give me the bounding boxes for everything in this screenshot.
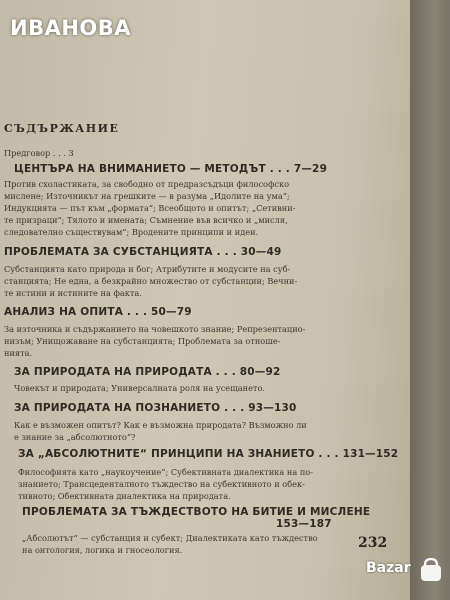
toc-chapter-summary: Философията като „наукоучение“; Субективната диалектика на по-: [18, 467, 313, 477]
toc-chapter-summary: тивното; Обективната диалектика на природата.: [18, 491, 231, 501]
toc-chapter-summary: те призраци“; Тялото и имената; Съмнение във всичко и „мисля,: [4, 215, 288, 225]
toc-chapter-summary: станцията; Не една, а безкрайно множество от субстанции; Вечни-: [4, 276, 298, 286]
toc-preface: Предговор . . . 3: [4, 148, 74, 158]
toc-chapter-pages: 153—187: [276, 518, 332, 530]
toc-chapter-summary: Човекът и природата; Универсалната роля на усещането.: [14, 383, 265, 393]
toc-chapter-summary: знанието; Трансцеденталното тъждество на субективното и обек-: [18, 479, 305, 489]
toc-chapter-summary: „Абсолютът“ — субстанция и субект; Диалектиката като тъждество: [22, 533, 318, 543]
toc-chapter-heading: ЗА „АБСОЛЮТНИТЕ“ ПРИНЦИПИ НА ЗНАНИЕТО . . . 131—152: [18, 448, 399, 460]
toc-chapter-summary: Как е възможен опитът? Как е възможна природата? Възможно ли: [14, 420, 307, 430]
toc-chapter-summary: Субстанцията като природа и бог; Атрибутите и модусите на суб-: [4, 264, 291, 274]
bazar-logo-icon: [416, 556, 446, 586]
page-edge-shadow: [410, 0, 450, 600]
toc-chapter-heading: ПРОБЛЕМАТА ЗА СУБСТАНЦИЯТА . . . 30—49: [4, 246, 282, 258]
bazar-logo: [366, 556, 448, 596]
toc-chapter-heading: ПРОБЛЕМАТА ЗА ТЪЖДЕСТВОТО НА БИТИЕ И МИСЛЕНЕ: [22, 506, 371, 518]
toc-chapter-summary: следователно съществувам“; Вродените принципи и идеи.: [4, 227, 259, 237]
toc-chapter-summary: нията.: [4, 348, 33, 358]
toc-chapter-heading: ЦЕНТЪРА НА ВНИМАНИЕТО — МЕТОДЪТ . . . 7—29: [14, 163, 328, 175]
bazar-logo-text: Bazar: [366, 560, 411, 576]
toc-chapter-summary: Индукцията — път към „формата“; Всеобщото и опитът; „Сетивни-: [4, 203, 296, 213]
page-number: 232: [358, 535, 388, 551]
toc-chapter-summary: За източника и съдържанието на човешкото знание; Репрезентацио-: [4, 324, 306, 334]
seller-watermark: ИВАНОВА: [10, 16, 132, 40]
toc-chapter-heading: ЗА ПРИРОДАТА НА ПОЗНАНИЕТО . . . 93—130: [14, 402, 297, 414]
toc-title: СЪДЪРЖАНИЕ: [4, 122, 120, 135]
toc-chapter-summary: мислене; Източникът на грешките — в разума „Идолите на ума“;: [4, 191, 290, 201]
toc-chapter-summary: е знание за „абсолютното“?: [14, 432, 136, 442]
toc-chapter-summary: низъм; Унищожаване на субстанцията; Проблемата за отноше-: [4, 336, 281, 346]
toc-chapter-heading: АНАЛИЗ НА ОПИТА . . . 50—79: [4, 306, 192, 318]
toc-chapter-summary: те истини и истините на факта.: [4, 288, 142, 298]
toc-chapter-heading: ЗА ПРИРОДАТА НА ПРИРОДАТА . . . 80—92: [14, 366, 281, 378]
toc-chapter-summary: Против схоластиката, за свободно от предразсъдъци философско: [4, 179, 290, 189]
toc-chapter-summary: на онтология, логика и гносеология.: [22, 545, 183, 555]
